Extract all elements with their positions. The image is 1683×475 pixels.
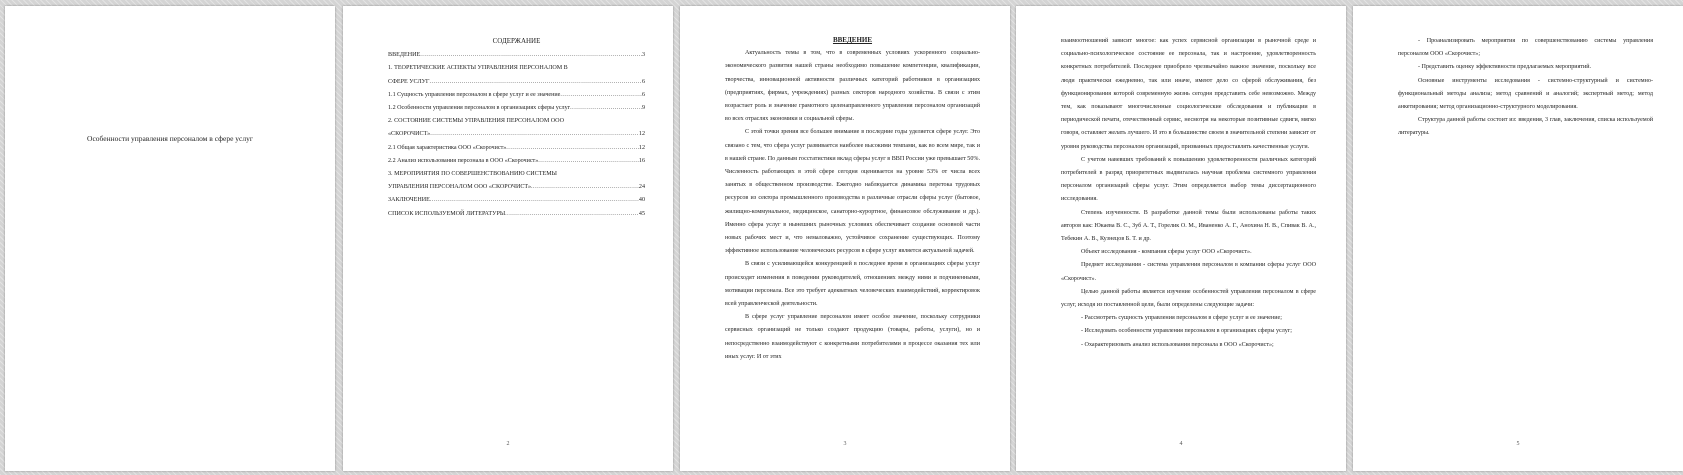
toc-item-line: 2. СОСТОЯНИЕ СИСТЕМЫ УПРАВЛЕНИЯ ПЕРСОНАЛОМ ООО [388,118,564,125]
toc-leader [531,181,639,194]
body-paragraph: Предмет исследования - система управления персоналом в компании сферы услуг ООО «Скорочист». [1061,262,1316,282]
toc-item-text: 1.1 Сущность управления персоналом в сфере услуг и ее значение [388,91,561,98]
page-number: 2 [506,441,510,447]
body-paragraph: взаимоотношений зависит многое: как успех сервисной организации в рыночной среде и социально-психологическое состояние ее персонала, так и настроение, удовлетворенность конкретных потребителей. Последнее приобрело чрезвычайно важное значение, поскольку все люди практически ежедневно, так или иначе, имеют дело со сферой обслуживания, без функционирования которой современную жизнь сегодня представить себе невозможно. Между тем, как показывают многочисленные социологические обследования и публикации в периодической печати, отечественный сервис, несмотря на некоторые позитивные сдвиги, мягко говоря, оставляет желать лучшего. И это в большинстве своем в значительной степени зависит от уровня руководства персоналом организаций, призванных предоставлять качественные услуги. [1061,38,1316,150]
toc-page-number: 3 [641,52,645,59]
toc-page-number: 9 [641,105,645,112]
page-number: 4 [1179,441,1183,447]
task-item: - Проанализировать мероприятия по совершенствованию системы управления персоналом ООО «Скорочист»; [1398,38,1653,58]
toc-item [388,102,645,115]
table-of-contents [388,35,645,221]
toc-item-text: 2.2 Анализ использования персонала в ООО «Скорочист» [388,157,539,164]
toc-item-text: СПИСОК ИСПОЛЬЗУЕМОЙ ЛИТЕРАТУРЫ [388,210,506,217]
toc-page-number: 6 [641,91,645,98]
toc-item [388,76,645,89]
toc-item-text: «СКОРОЧИСТ» [388,131,431,138]
toc-item [388,142,645,155]
toc-item-text: УПРАВЛЕНИЯ ПЕРСОНАЛОМ ООО «СКОРОЧИСТ» [388,184,532,191]
toc-item [388,128,645,141]
toc-leader [429,76,642,89]
document-page-3 [680,6,1010,471]
body-paragraph: Объект исследования - компания сферы услуг ООО «Скорочист». [1081,249,1252,256]
toc-item [388,49,645,62]
toc-item-text: СФЕРЕ УСЛУГ [388,78,430,85]
body-paragraph: Целью данной работы является изучение особенностей управления персоналом в сфере услуг, исходя из поставленной цели, были определены следующие задачи: [1061,288,1316,309]
body-paragraph: Основные инструменты исследования - системно-структурный и системно-функциональный методы анализа; метод сравнений и аналогий; экспертный метод; метод анкетирования; метод организационно-структурного моделирования. [1398,77,1653,111]
toc-page-number: 45 [638,210,645,217]
toc-item-text: ВВЕДЕНИЕ [388,52,421,59]
toc-leader [505,208,639,221]
toc-page-number: 12 [638,131,645,138]
page-number: 5 [1516,441,1520,447]
intro-paragraph: В связи с усиливающейся конкуренцией в последнее время в организациях сферы услуг происходят изменения в поведении руководителей, отношениях между ними и подчиненными, мотивации персонала. Все это требует адекватных человеческих взаимодействий, корректировок всей управленческой деятельности. [725,261,980,308]
toc-item-text: 2.1 Общая характеристика ООО «Скорочист» [388,144,507,151]
toc-item [388,155,645,168]
toc-page-number: 40 [638,197,645,204]
toc-item [388,181,645,194]
toc-page-number: 24 [638,184,645,191]
body-paragraph: Степень изученности. В разработке данной темы были использованы работы таких авторов как: Юкаева В. С., Зуб А. Т., Горелик О. М., Иваненко А. Г., Анохина Н. В., Спивак В. А., Тебекин А. В., Кузнецов Б. Т. и др. [1061,209,1316,243]
toc-item-line: 3. МЕРОПРИЯТИЯ ПО СОВЕРШЕНСТВОВАНИЮ СИСТЕМЫ [388,171,557,178]
page5-body [1398,35,1653,141]
intro-paragraph: В сфере услуг управление персоналом имеет особое значение, поскольку сотрудники сервисных организаций не только создают продукцию (товары, работы, услуги), но и непосредственно взаимодействуют с конкретными потребителями в процессе оказания тех или иных услуг. И от этих [725,314,980,360]
task-item: - Охарактеризовать анализ использования персонала в ООО «Скорочист»; [1081,341,1274,348]
toc-title: СОДЕРЖАНИЕ [492,37,541,45]
body-paragraph: Структура данной работы состоит из: введения, 3 глав, заключения, списка используемой литературы. [1398,117,1653,137]
toc-page-number: 12 [638,144,645,151]
toc-leader [420,49,642,62]
task-item: - Исследовать особенности управления персоналом в организациях сферы услуг; [1081,328,1292,335]
toc-leader [570,102,642,115]
document-page-4 [1016,6,1346,471]
task-item: - Представить оценку эффективности предлагаемых мероприятий. [1418,64,1592,71]
toc-leader [430,194,639,207]
document-page-1 [5,6,335,471]
page-number: 3 [843,441,847,447]
intro-paragraph: С этой точки зрения все большее внимание в последние годы уделяется сфере услуг. Это связано с тем, что сфера услуг развивается наиболее высокими темпами, как во всем мире, так и в нашей стране. По данным госстатистики вклад сферы услуг в ВВП России уже превышает 50%. Численность работающих в этой сфере сегодня оценивается на уровне 53% от числа всех занятых в общественном производстве. Ежегодно наблюдается динамика перетока трудовых ресурсов из сектора промышленного производства в различные отрасли сферы услуг (бытовое, жилищно-коммунальное, медицинское, санаторно-курортное, финансовое обслуживание и др.). Именно сфера услуг в нынешних рыночных условиях обеспечивает создание основной части новых рабочих мест и, что немаловажно, устойчивое сохранение существующих. Поэтому эффективное использование человеческих ресурсов в сфере услуг является актуальной задачей. [725,129,980,255]
intro-heading: ВВЕДЕНИЕ [832,36,873,44]
toc-item [388,194,645,207]
document-page-5 [1353,6,1683,471]
toc-leader [538,155,639,168]
toc-item [388,89,645,102]
task-item: - Рассмотреть сущность управления персоналом в сфере услуг и ее значение; [1081,315,1282,322]
toc-leader [506,142,639,155]
toc-leader [560,89,642,102]
intro-section [725,34,980,364]
page4-body [1061,35,1316,352]
toc-item-text: 1.2 Особенности управления персоналом в организациях сферы услуг [388,105,571,112]
toc-list [388,49,645,221]
toc-leader [430,128,639,141]
toc-page-number: 16 [638,157,645,164]
cover-title: Особенности управления персоналом в сфере услуг [87,134,253,143]
toc-item [388,208,645,221]
toc-item-line: 1. ТЕОРЕТИЧЕСКИЕ АСПЕКТЫ УПРАВЛЕНИЯ ПЕРСОНАЛОМ В [388,65,568,72]
document-page-2 [343,6,673,471]
toc-page-number: 6 [641,78,645,85]
body-paragraph: С учетом навевших требований к повышению удовлетворенности различных категорий потребителей в разряд приоритетных выдвигалась научная проблема системного управления персоналом организаций сферы услуг. Этим определяется выбор темы диссертационного исследования. [1061,156,1316,203]
intro-paragraph: Актуальность темы в том, что в современных условиях ускоренного социально-экономического развития нашей страны необходимо повышение компетенции, квалификации, творчества, инновационной активности различных категорий работников в организациях (предприятиях, фирмах, учреждениях) разных секторов народного хозяйства. В связи с этим возрастает роль и значение грамотного целенаправленного управления персоналом организаций во всех отраслях экономики и социальной сферы. [725,50,980,123]
toc-item-text: ЗАКЛЮЧЕНИЕ [388,197,430,204]
